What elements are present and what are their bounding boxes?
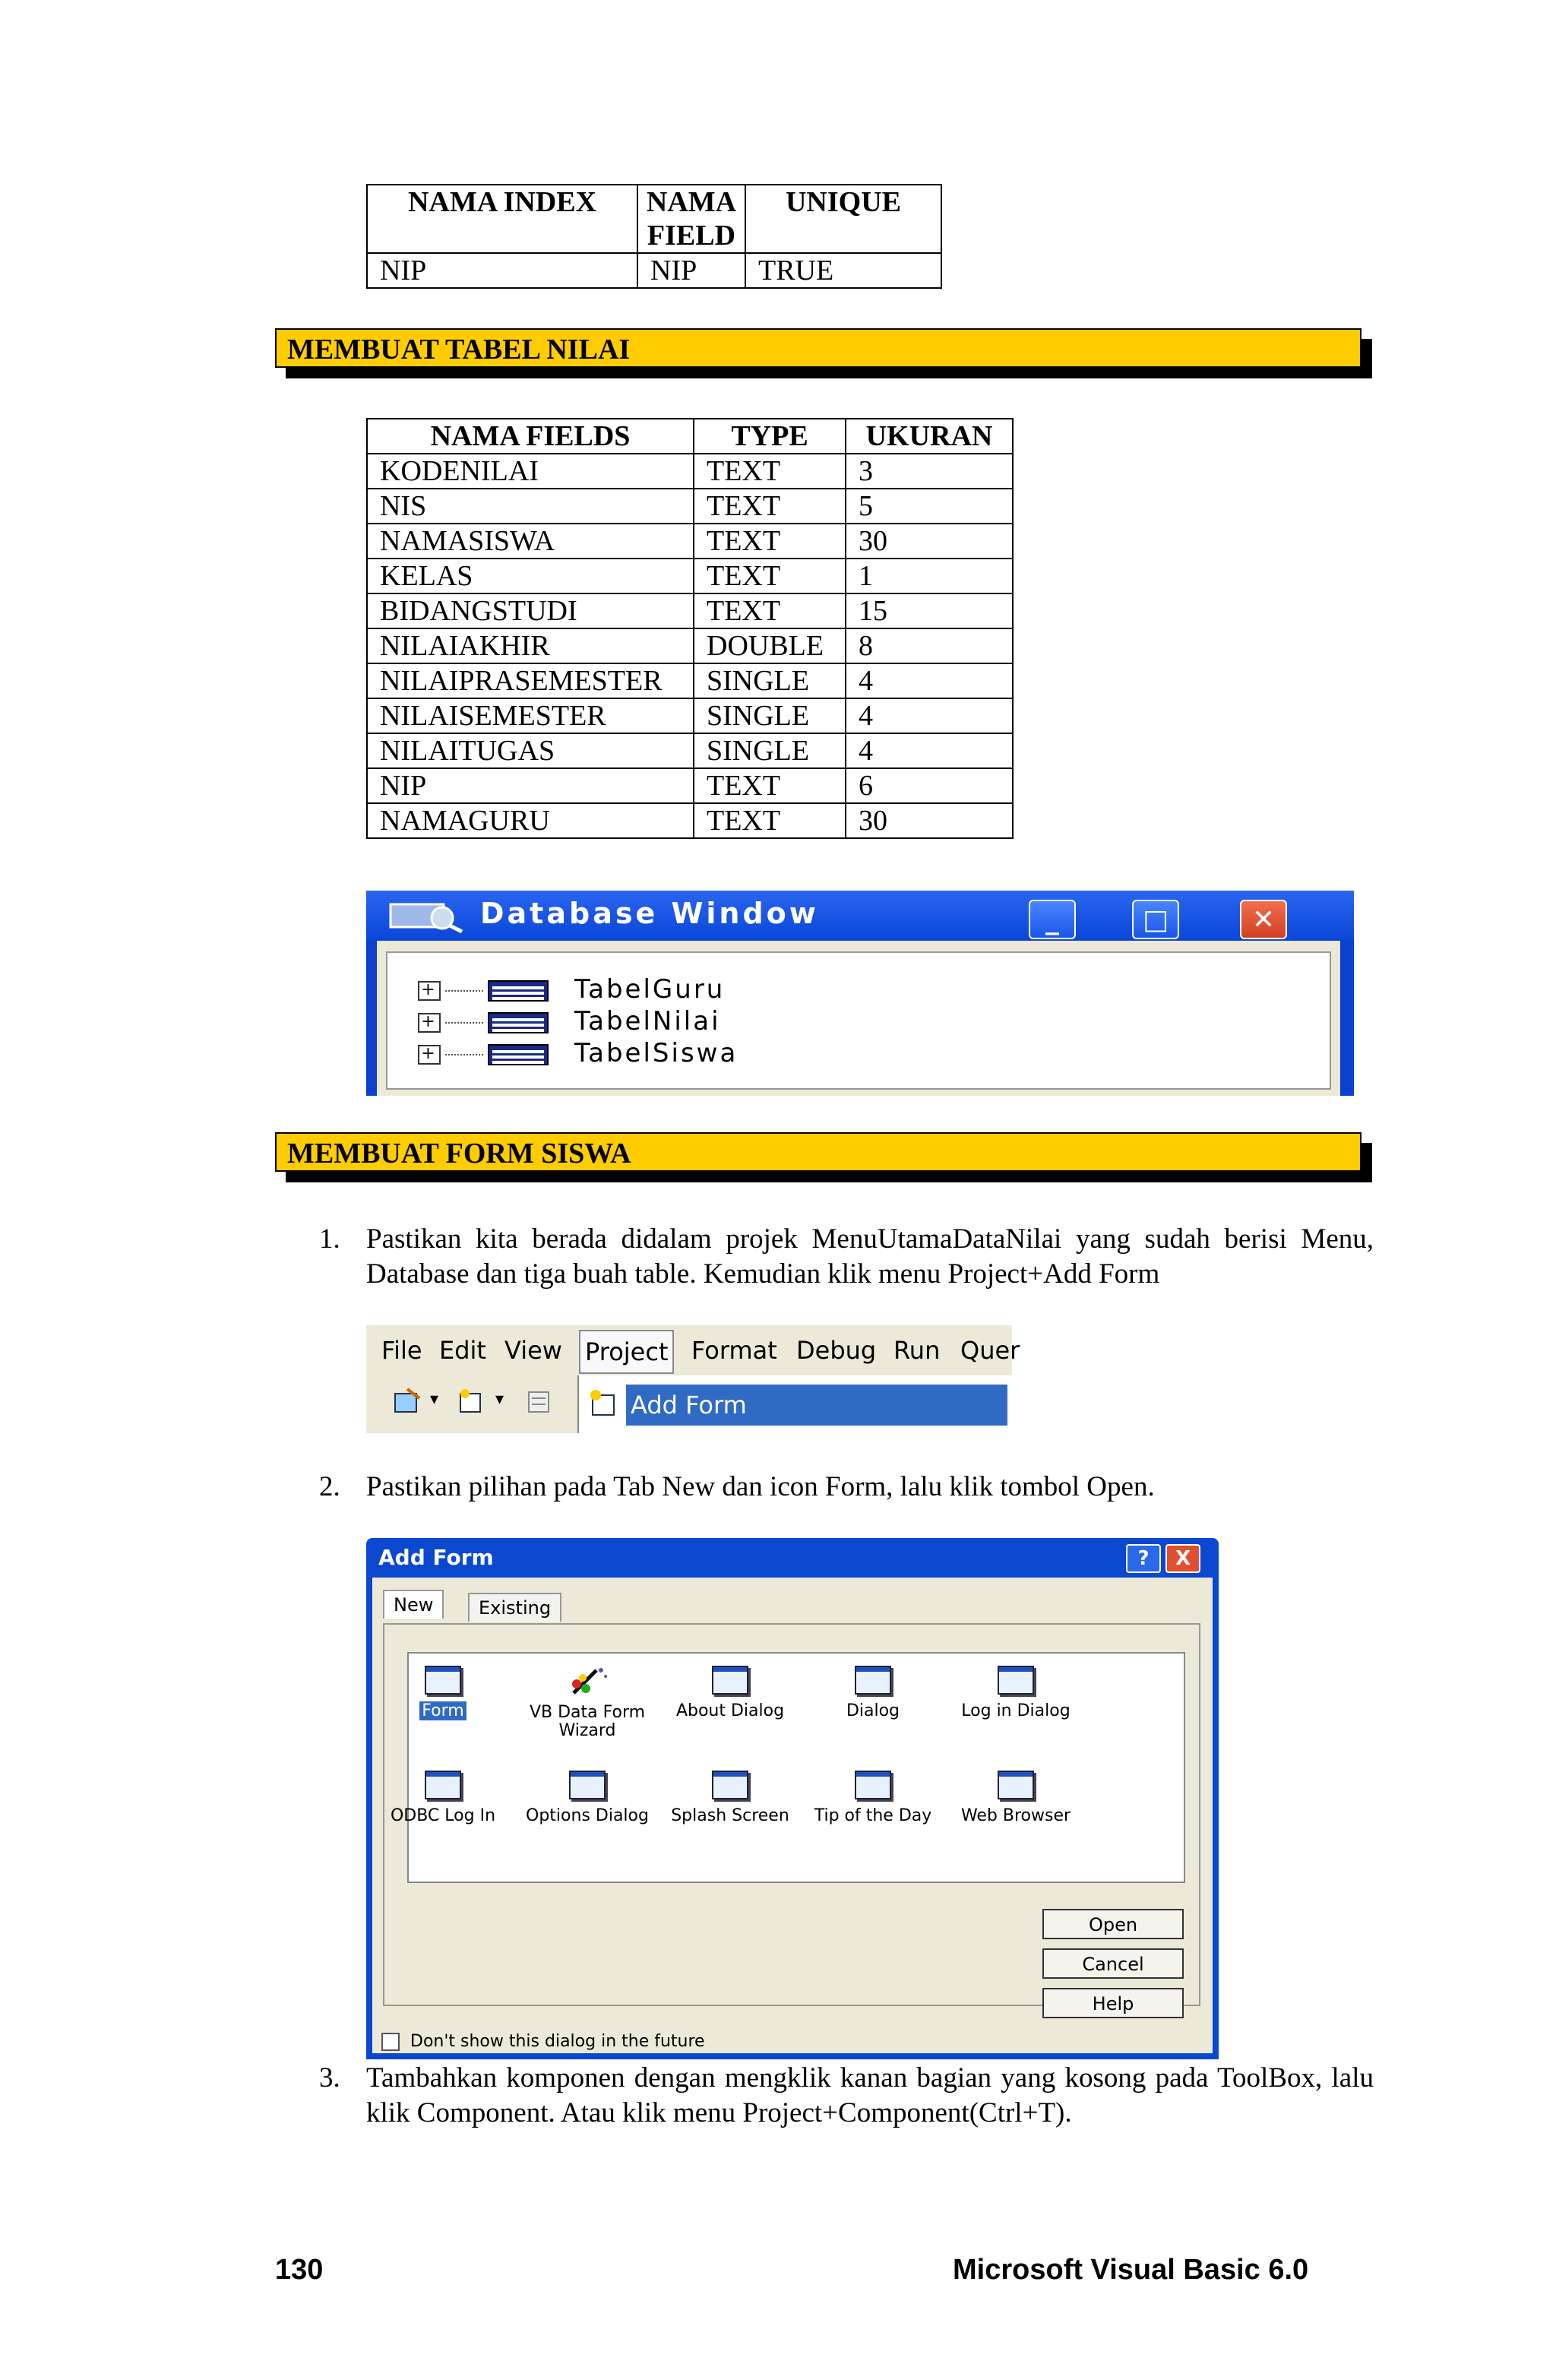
form-type-label: Log in Dialog (961, 1701, 1071, 1720)
form-type-item[interactable] (666, 1771, 795, 1825)
nilai-table (366, 418, 1014, 839)
form-icon (712, 1771, 748, 1799)
table-row (367, 524, 1013, 559)
table-header-cell: UNIQUE (745, 185, 941, 253)
tree-item[interactable] (418, 974, 725, 1005)
dropdown-arrow-icon[interactable]: ▾ (495, 1389, 504, 1408)
table-row (367, 593, 1013, 628)
table-row (367, 768, 1013, 803)
dropdown-arrow-icon[interactable]: ▾ (430, 1389, 439, 1408)
table-cell: 30 (846, 524, 1013, 559)
form-type-item[interactable] (523, 1666, 652, 1740)
table-row (367, 733, 1013, 768)
form-type-label: ODBC Log In (390, 1806, 496, 1825)
menu-view[interactable]: View (504, 1336, 562, 1365)
help-button[interactable]: Help (1042, 1988, 1184, 2018)
section-header-form-siswa: MEMBUAT FORM SISWA (275, 1132, 1362, 1172)
tab-existing[interactable]: Existing (468, 1593, 561, 1622)
table-cell: TEXT (694, 454, 846, 489)
table-header-cell: NAMA INDEX (367, 185, 637, 253)
index-table (366, 184, 942, 289)
table-cell: 30 (846, 803, 1013, 838)
page-number: 130 (275, 2254, 324, 2286)
checkbox-label: Don't show this dialog in the future (410, 2032, 705, 2051)
close-button[interactable]: X (1165, 1544, 1200, 1573)
tree-item-label: TabelGuru (574, 974, 726, 1005)
table-cell: NIS (367, 489, 694, 524)
table-row (367, 489, 1013, 524)
step-number: 3. (319, 2062, 340, 2094)
table-icon (488, 980, 549, 1002)
step-text: Tambahkan komponen dengan mengklik kanan bagian yang kosong pada ToolBox, lalu klik Component. Atau klik menu Project+Component(Ctrl+T). (366, 2062, 1374, 2128)
wizard-icon (566, 1666, 609, 1696)
table-cell: NILAIAKHIR (367, 628, 694, 663)
form-icon (855, 1771, 891, 1799)
table-cell: 6 (846, 768, 1013, 803)
form-icon-list (390, 1652, 1185, 1883)
table-cell: NAMASISWA (367, 524, 694, 559)
table-cell: 15 (846, 593, 1013, 628)
menu-project[interactable]: Project (579, 1330, 674, 1374)
table-cell: 8 (846, 628, 1013, 663)
form-type-item[interactable] (808, 1771, 938, 1825)
form-type-item[interactable] (523, 1771, 652, 1825)
form-type-label: VB Data Form Wizard (529, 1703, 646, 1740)
step-1 (319, 1222, 1374, 1295)
table-cell: NILAIPRASEMESTER (367, 663, 694, 698)
table-cell: BIDANGSTUDI (367, 593, 694, 628)
step-2 (319, 1470, 1374, 1506)
form-type-label: Options Dialog (526, 1806, 649, 1825)
dialog-title: Add Form (378, 1545, 494, 1570)
form-type-item[interactable] (666, 1666, 795, 1720)
table-cell: 5 (846, 489, 1013, 524)
table-cell: 1 (846, 559, 1013, 593)
add-project-icon[interactable] (392, 1388, 425, 1415)
table-icon (488, 1044, 549, 1065)
table-cell: 4 (846, 698, 1013, 733)
database-window (366, 891, 1354, 1096)
table-cell: TEXT (694, 524, 846, 559)
table-icon (488, 1012, 549, 1033)
table-header-cell: TYPE (694, 419, 846, 454)
form-icon (998, 1666, 1034, 1695)
form-icon (425, 1666, 461, 1695)
table-cell: NILAITUGAS (367, 733, 694, 768)
tree-item[interactable] (418, 1006, 721, 1037)
cancel-button[interactable]: Cancel (1042, 1948, 1184, 1979)
form-icon (998, 1771, 1034, 1799)
checkbox-box[interactable] (381, 2033, 400, 2051)
table-header-cell: NAMA FIELDS (367, 419, 694, 454)
table-row (367, 559, 1013, 593)
table-row (367, 698, 1013, 733)
add-form-dialog (366, 1538, 1219, 2059)
step-text: Pastikan pilihan pada Tab New dan icon Form, lalu klik tombol Open. (366, 1471, 1155, 1502)
table-cell: SINGLE (694, 663, 846, 698)
form-type-item[interactable] (378, 1666, 508, 1720)
expand-icon[interactable]: + (418, 981, 441, 1001)
table-cell: TEXT (694, 593, 846, 628)
table-cell: NIP (637, 253, 745, 288)
table-header-cell: NAMA FIELD (637, 185, 745, 253)
tree-item-label: TabelNilai (574, 1006, 721, 1037)
open-button[interactable]: Open (1042, 1909, 1184, 1939)
form-icon (569, 1771, 606, 1799)
table-cell: TEXT (694, 559, 846, 593)
form-icon (425, 1771, 461, 1799)
form-type-label: Tip of the Day (814, 1806, 932, 1825)
table-header-row (367, 419, 1013, 454)
database-window-body (377, 941, 1340, 1096)
table-cell: SINGLE (694, 698, 846, 733)
database-window-titlebar (366, 891, 1354, 941)
dialog-body (372, 1578, 1213, 2053)
database-window-title: Database Window (480, 897, 819, 930)
dont-show-checkbox[interactable] (381, 2032, 705, 2051)
table-cell: KELAS (367, 559, 694, 593)
menu-editor-icon[interactable] (523, 1388, 556, 1415)
database-icon (389, 900, 465, 933)
table-cell: TRUE (745, 253, 941, 288)
menu-screenshot (366, 1325, 1020, 1433)
expand-icon[interactable]: + (418, 1013, 441, 1033)
table-cell: NILAISEMESTER (367, 698, 694, 733)
table-cell: 3 (846, 454, 1013, 489)
table-cell: DOUBLE (694, 628, 846, 663)
table-cell: TEXT (694, 803, 846, 838)
expand-icon[interactable]: + (418, 1045, 441, 1065)
tab-new[interactable]: New (383, 1590, 444, 1619)
table-header-cell: UKURAN (846, 419, 1013, 454)
table-header-row (367, 185, 941, 253)
table-cell: TEXT (694, 768, 846, 803)
table-cell: KODENILAI (367, 454, 694, 489)
form-type-label: Web Browser (960, 1806, 1071, 1825)
tree-item[interactable] (418, 1038, 738, 1068)
database-tree (386, 951, 1331, 1090)
table-cell: NIP (367, 768, 694, 803)
form-icon (712, 1666, 748, 1695)
maximize-button[interactable]: □ (1132, 900, 1179, 939)
menu-edit[interactable]: Edit (439, 1336, 486, 1365)
table-row (367, 253, 941, 288)
form-type-label: About Dialog (675, 1701, 785, 1720)
project-dropdown (577, 1375, 1014, 1433)
step-text: Pastikan kita berada didalam projek MenuUtamaDataNilai yang sudah berisi Menu, Database dan tiga buah table. Kemudian klik menu Project+Add Form (366, 1223, 1374, 1290)
step-number: 1. (319, 1223, 340, 1255)
form-type-item[interactable] (951, 1666, 1080, 1720)
table-cell: 4 (846, 733, 1013, 768)
form-type-item[interactable] (808, 1666, 938, 1720)
table-cell: SINGLE (694, 733, 846, 768)
form-type-label: Form (419, 1701, 466, 1720)
table-row (367, 803, 1013, 838)
table-cell: NIP (367, 253, 637, 288)
form-type-label: Splash Screen (671, 1806, 789, 1825)
menu-item-add-form[interactable]: Add Form (626, 1385, 1007, 1426)
step-number: 2. (319, 1471, 340, 1502)
table-cell: TEXT (694, 489, 846, 524)
menu-query[interactable]: Quer (960, 1336, 1020, 1365)
add-form-icon[interactable] (456, 1388, 489, 1415)
menu-run[interactable]: Run (893, 1336, 941, 1365)
tab-panel (383, 1623, 1200, 2014)
table-cell: 4 (846, 663, 1013, 698)
table-row (367, 663, 1013, 698)
form-type-item[interactable] (951, 1771, 1080, 1825)
dialog-titlebar (366, 1538, 1219, 1578)
form-type-label: Dialog (846, 1701, 900, 1720)
menu-debug[interactable]: Debug (796, 1336, 877, 1365)
close-button[interactable]: ✕ (1240, 900, 1287, 939)
help-button[interactable]: ? (1126, 1544, 1161, 1573)
table-cell: NAMAGURU (367, 803, 694, 838)
minimize-button[interactable]: _ (1029, 900, 1076, 939)
table-row (367, 454, 1013, 489)
book-title: Microsoft Visual Basic 6.0 (953, 2254, 1309, 2286)
table-row (367, 628, 1013, 663)
form-type-item[interactable] (378, 1771, 508, 1825)
add-form-icon (587, 1388, 620, 1418)
step-3 (319, 2061, 1374, 2134)
form-icon (855, 1666, 891, 1695)
section-header-tabel-nilai: MEMBUAT TABEL NILAI (275, 328, 1362, 368)
tree-item-label: TabelSiswa (574, 1038, 738, 1068)
menu-format[interactable]: Format (691, 1336, 777, 1365)
menu-file[interactable]: File (381, 1336, 422, 1365)
